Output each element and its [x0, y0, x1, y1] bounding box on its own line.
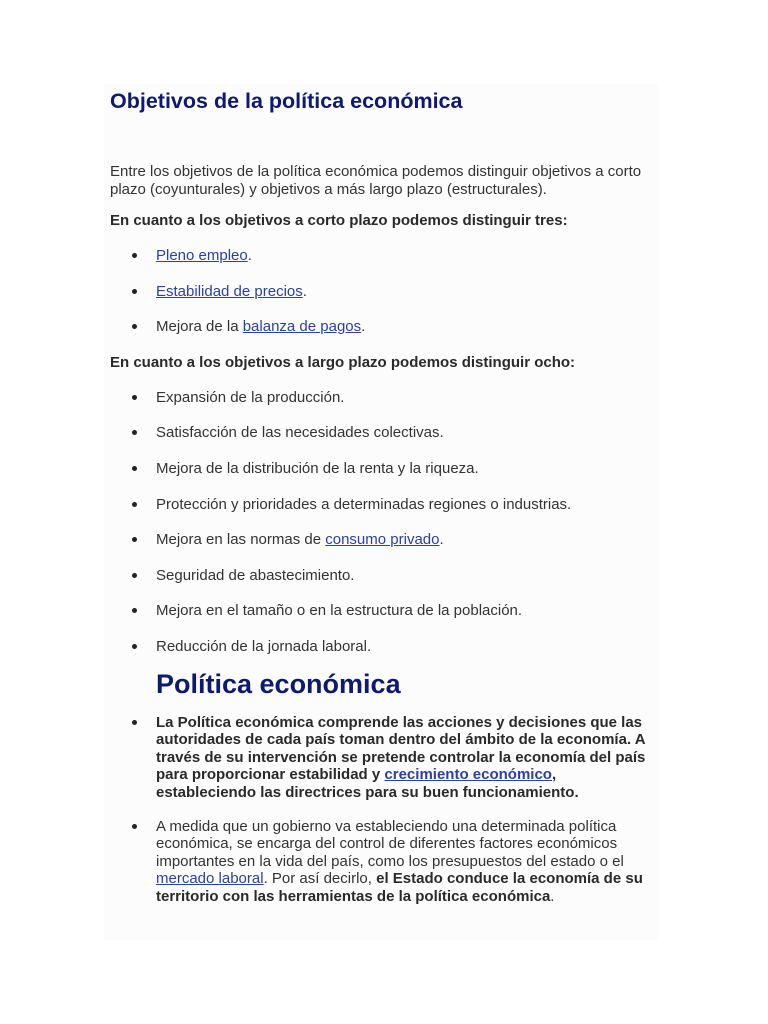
list-item [110, 283, 658, 301]
list-item [110, 567, 658, 585]
document-content [110, 86, 658, 921]
policy-item1-after: , estableciendo las directrices para su buen funcionamiento. [156, 766, 579, 801]
list-item [110, 531, 658, 549]
list-item [110, 424, 658, 442]
item-prefix: Mejora de la [156, 318, 243, 336]
list-item [110, 389, 658, 407]
item-suffix: . [439, 531, 444, 549]
bullet-icon [132, 644, 137, 649]
link-mercado-laboral[interactable]: mercado laboral [156, 870, 264, 888]
bullet-icon [132, 608, 137, 613]
policy-item2-after: . [550, 887, 555, 905]
policy-list [110, 714, 658, 906]
list-item [110, 602, 658, 620]
long-term-list [110, 389, 658, 656]
link-pleno-empleo[interactable]: Pleno empleo [156, 247, 248, 264]
bullet-icon [132, 324, 137, 329]
link-consumo-privado[interactable]: consumo privado [325, 531, 440, 549]
bullet-icon [132, 466, 137, 471]
item-text: Reducción de la jornada laboral. [156, 637, 372, 655]
policy-item2-text: A medida que un gobierno va estableciendo una determinada política económica, se encarga del control de diferentes factores económicos importantes en la vida del país, como los presupuestos del estado o el [156, 817, 624, 870]
bullet-icon [132, 430, 137, 435]
policy-item2-middle: . Por así decirlo, [263, 870, 377, 888]
item-suffix: . [361, 318, 366, 336]
list-item [110, 247, 658, 265]
page-title: Objetivos de la política económica [110, 89, 463, 113]
long-term-lead: En cuanto a los objetivos a largo plazo podemos distinguir ocho: [110, 353, 576, 371]
short-term-lead: En cuanto a los objetivos a corto plazo podemos distinguir tres: [110, 212, 568, 229]
policy-item2-strong: el Estado conduce la economía de su territorio con las herramientas de la política económica [156, 870, 643, 905]
bullet-icon [132, 720, 137, 725]
list-item [110, 496, 658, 514]
list-item [110, 714, 658, 802]
bullet-icon [132, 502, 137, 507]
section-title: Política económica [156, 668, 401, 699]
item-suffix: . [247, 247, 252, 264]
item-text: Protección y prioridades a determinadas regiones o industrias. [156, 495, 572, 513]
list-item [110, 318, 658, 336]
short-term-list [110, 247, 658, 336]
item-text: Mejora en el tamaño o en la estructura de la población. [156, 602, 523, 620]
item-text: Mejora de la distribución de la renta y la riqueza. [156, 459, 479, 477]
list-item [110, 460, 658, 478]
intro-paragraph: Entre los objetivos de la política económica podemos distinguir objetivos a corto plazo (coyunturales) y objetivos a más largo plazo (estructurales). [110, 163, 642, 198]
policy-item1-text: La Política económica comprende las acciones y decisiones que las autoridades de cada país toman dentro del ámbito de la economía. A través de su intervención se pretende controlar la economía del país para proporcionar estabilidad y [156, 713, 646, 784]
link-crecimiento-economico[interactable]: crecimiento económico [384, 766, 552, 784]
bullet-icon [132, 537, 137, 542]
item-prefix: Mejora en las normas de [156, 531, 326, 549]
list-item [110, 818, 658, 906]
item-text: Seguridad de abastecimiento. [156, 566, 355, 584]
link-balanza-de-pagos[interactable]: balanza de pagos [242, 318, 362, 336]
item-text: Satisfacción de las necesidades colectivas. [156, 424, 444, 442]
item-suffix: . [302, 282, 307, 300]
bullet-icon [132, 289, 137, 294]
list-item [110, 638, 658, 656]
link-estabilidad-de-precios[interactable]: Estabilidad de precios [156, 282, 303, 300]
bullet-icon [132, 824, 137, 829]
bullet-icon [132, 253, 137, 258]
bullet-icon [132, 395, 137, 400]
item-text: Expansión de la producción. [156, 388, 345, 406]
bullet-icon [132, 573, 137, 578]
